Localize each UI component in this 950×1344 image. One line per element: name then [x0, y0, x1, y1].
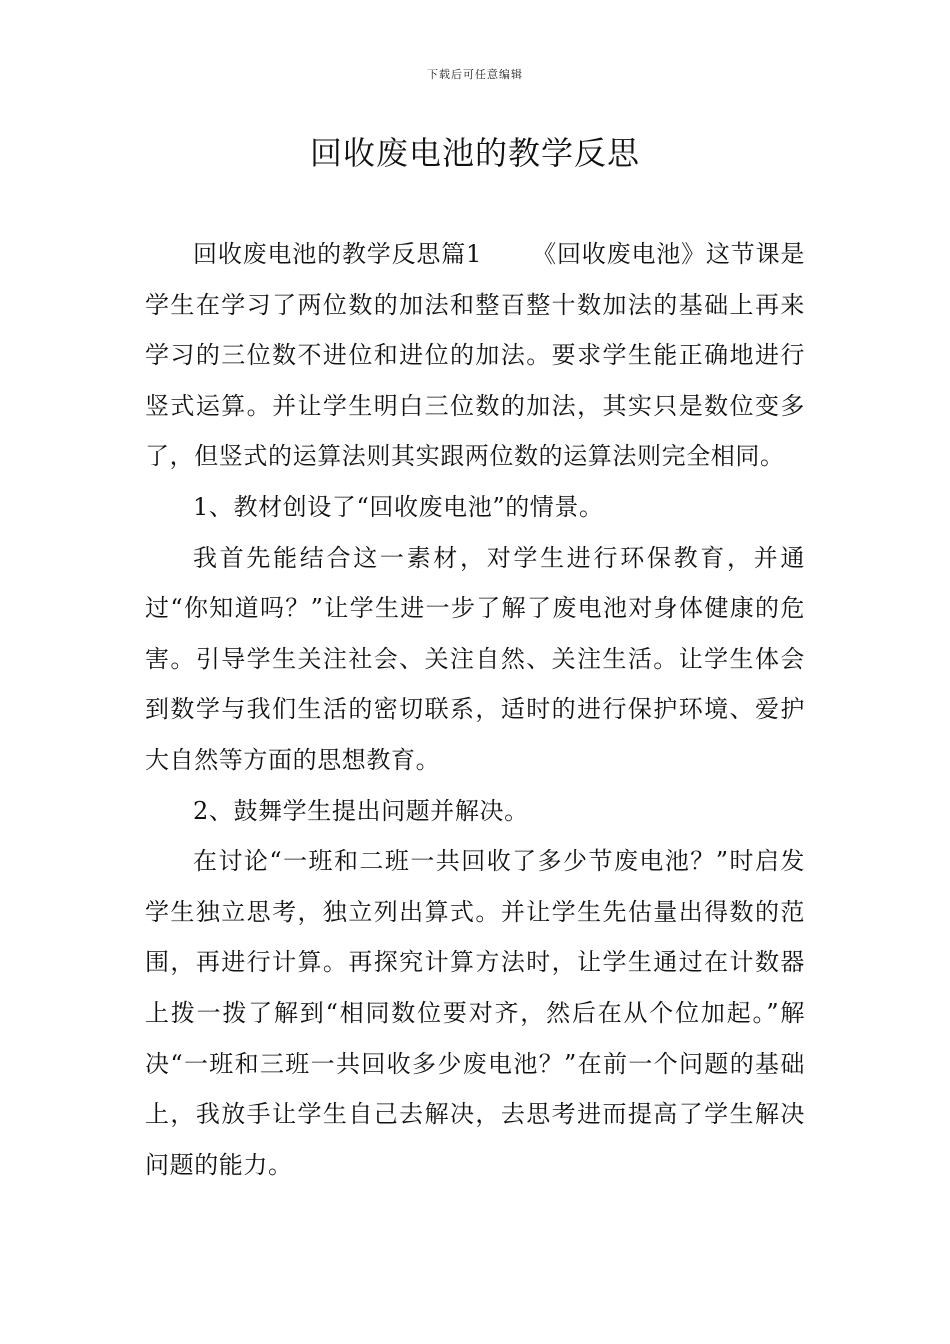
intro-paragraph	[145, 229, 805, 482]
intro-text: 《回收废电池》这节课是学生在学习了两位数的加法和整百整十数加法的基础上再来学习的三位数不进位和进位的加法。要求学生能正确地进行竖式运算。并让学生明白三位数的加法，其实只是数位变多了，但竖式的运算法则其实跟两位数的运算法则完全相同。	[145, 240, 805, 471]
section-heading-1: 1、教材创设了“回收废电池”的情景。	[193, 492, 604, 521]
intro-lead: 回收废电池的教学反思篇1	[193, 240, 482, 268]
section-heading-2: 2、鼓舞学生提出问题并解决。	[193, 796, 529, 825]
body-paragraph: 我首先能结合这一素材，对学生进行环保教育，并通过“你知道吗？”让学生进一步了解了废电池对身体健康的危害。引导学生关注社会、关注自然、关注生活。让学生体会到数学与我们生活的密切联系，适时的进行保护环境、爱护大自然等方面的思想教育。	[145, 543, 805, 774]
header-note: 下载后可任意编辑	[427, 68, 523, 81]
document-body	[145, 229, 805, 1190]
document-title: 回收废电池的教学反思	[309, 134, 640, 172]
body-paragraph: 在讨论“一班和二班一共回收了多少节废电池？”时启发学生独立思考，独立列出算式。并让学生先估量出得数的范围，再进行计算。再探究计算方法时，让学生通过在计数器上拨一拨了解到“相同数位要对齐，然后在从个位加起。”解决“一班和三班一共回收多少废电池？”在前一个问题的基础上，我放手让学生自己去解决，去思考进而提高了学生解决问题的能力。	[145, 847, 805, 1179]
